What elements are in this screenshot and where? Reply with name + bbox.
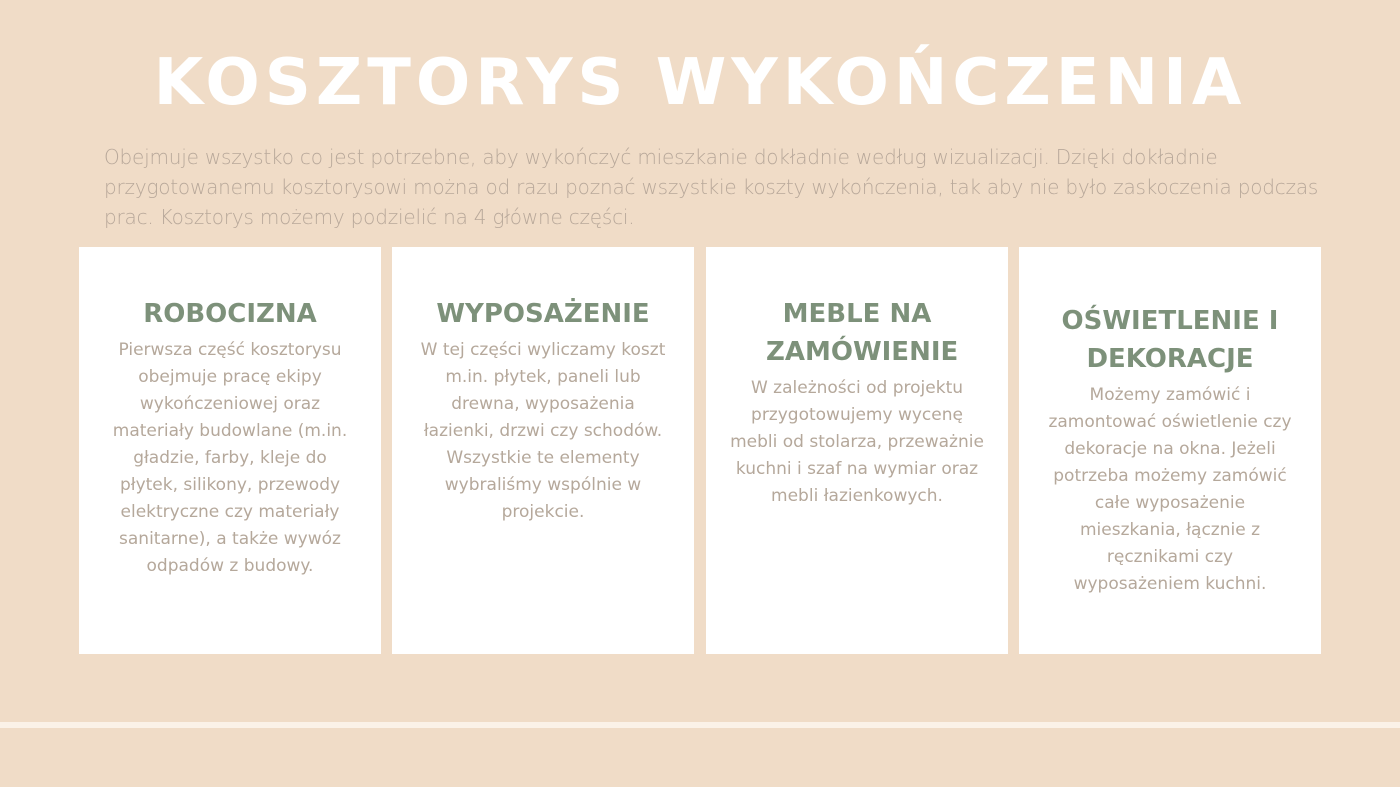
intro-paragraph: Obejmuje wszystko co jest potrzebne, aby wykończyć mieszkanie dokładnie według wizualizacji. Dzięki dokładnie przygotowanemu kosztorysowi można od razu poznać wszystkie koszty wykończenia, tak aby nie było zaskoczenia podczas prac. Kosztorys możemy podzielić na 4 główne części.	[104, 145, 1319, 229]
card-wyposazenie	[392, 247, 694, 654]
card-body: W tej części wyliczamy koszt m.in. płytek, paneli lub drewna, wyposażenia łazienki, drzwi czy schodów. Wszystkie te elementy wybraliśmy wspólnie w projekcie.	[420, 340, 666, 522]
card-robocizna	[79, 247, 381, 654]
card-title: ROBOCIZNA	[143, 299, 317, 329]
card-body: Pierwsza część kosztorysu obejmuje pracę ekipy wykończeniowej oraz materiały budowlane (m.in. gładzie, farby, kleje do płytek, silikony, przewody elektryczne czy materiały sanitarne), a także wywóz odpadów z budowy.	[112, 340, 348, 576]
card-body: W zależności od projektu przygotowujemy wycenę mebli od stolarza, przeważnie kuchni i szaf na wymiar oraz mebli łazienkowych.	[730, 378, 984, 506]
card-title: OŚWIETLENIE I DEKORACJE	[1061, 306, 1279, 374]
page-title: KOSZTORYS WYKOŃCZENIA	[153, 46, 1247, 120]
bottom-divider	[0, 722, 1400, 728]
card-oswietlenie-i-dekoracje	[1019, 247, 1321, 654]
card-title: WYPOSAŻENIE	[436, 299, 650, 329]
card-body: Możemy zamówić i zamontować oświetlenie czy dekoracje na okna. Jeżeli potrzeba możemy zamówić całe wyposażenie mieszkania, łącznie z ręcznikami czy wyposażeniem kuchni.	[1048, 385, 1292, 594]
card-meble-na-zamowienie	[706, 247, 1008, 654]
card-title: MEBLE NA ZAMÓWIENIE	[766, 299, 959, 367]
